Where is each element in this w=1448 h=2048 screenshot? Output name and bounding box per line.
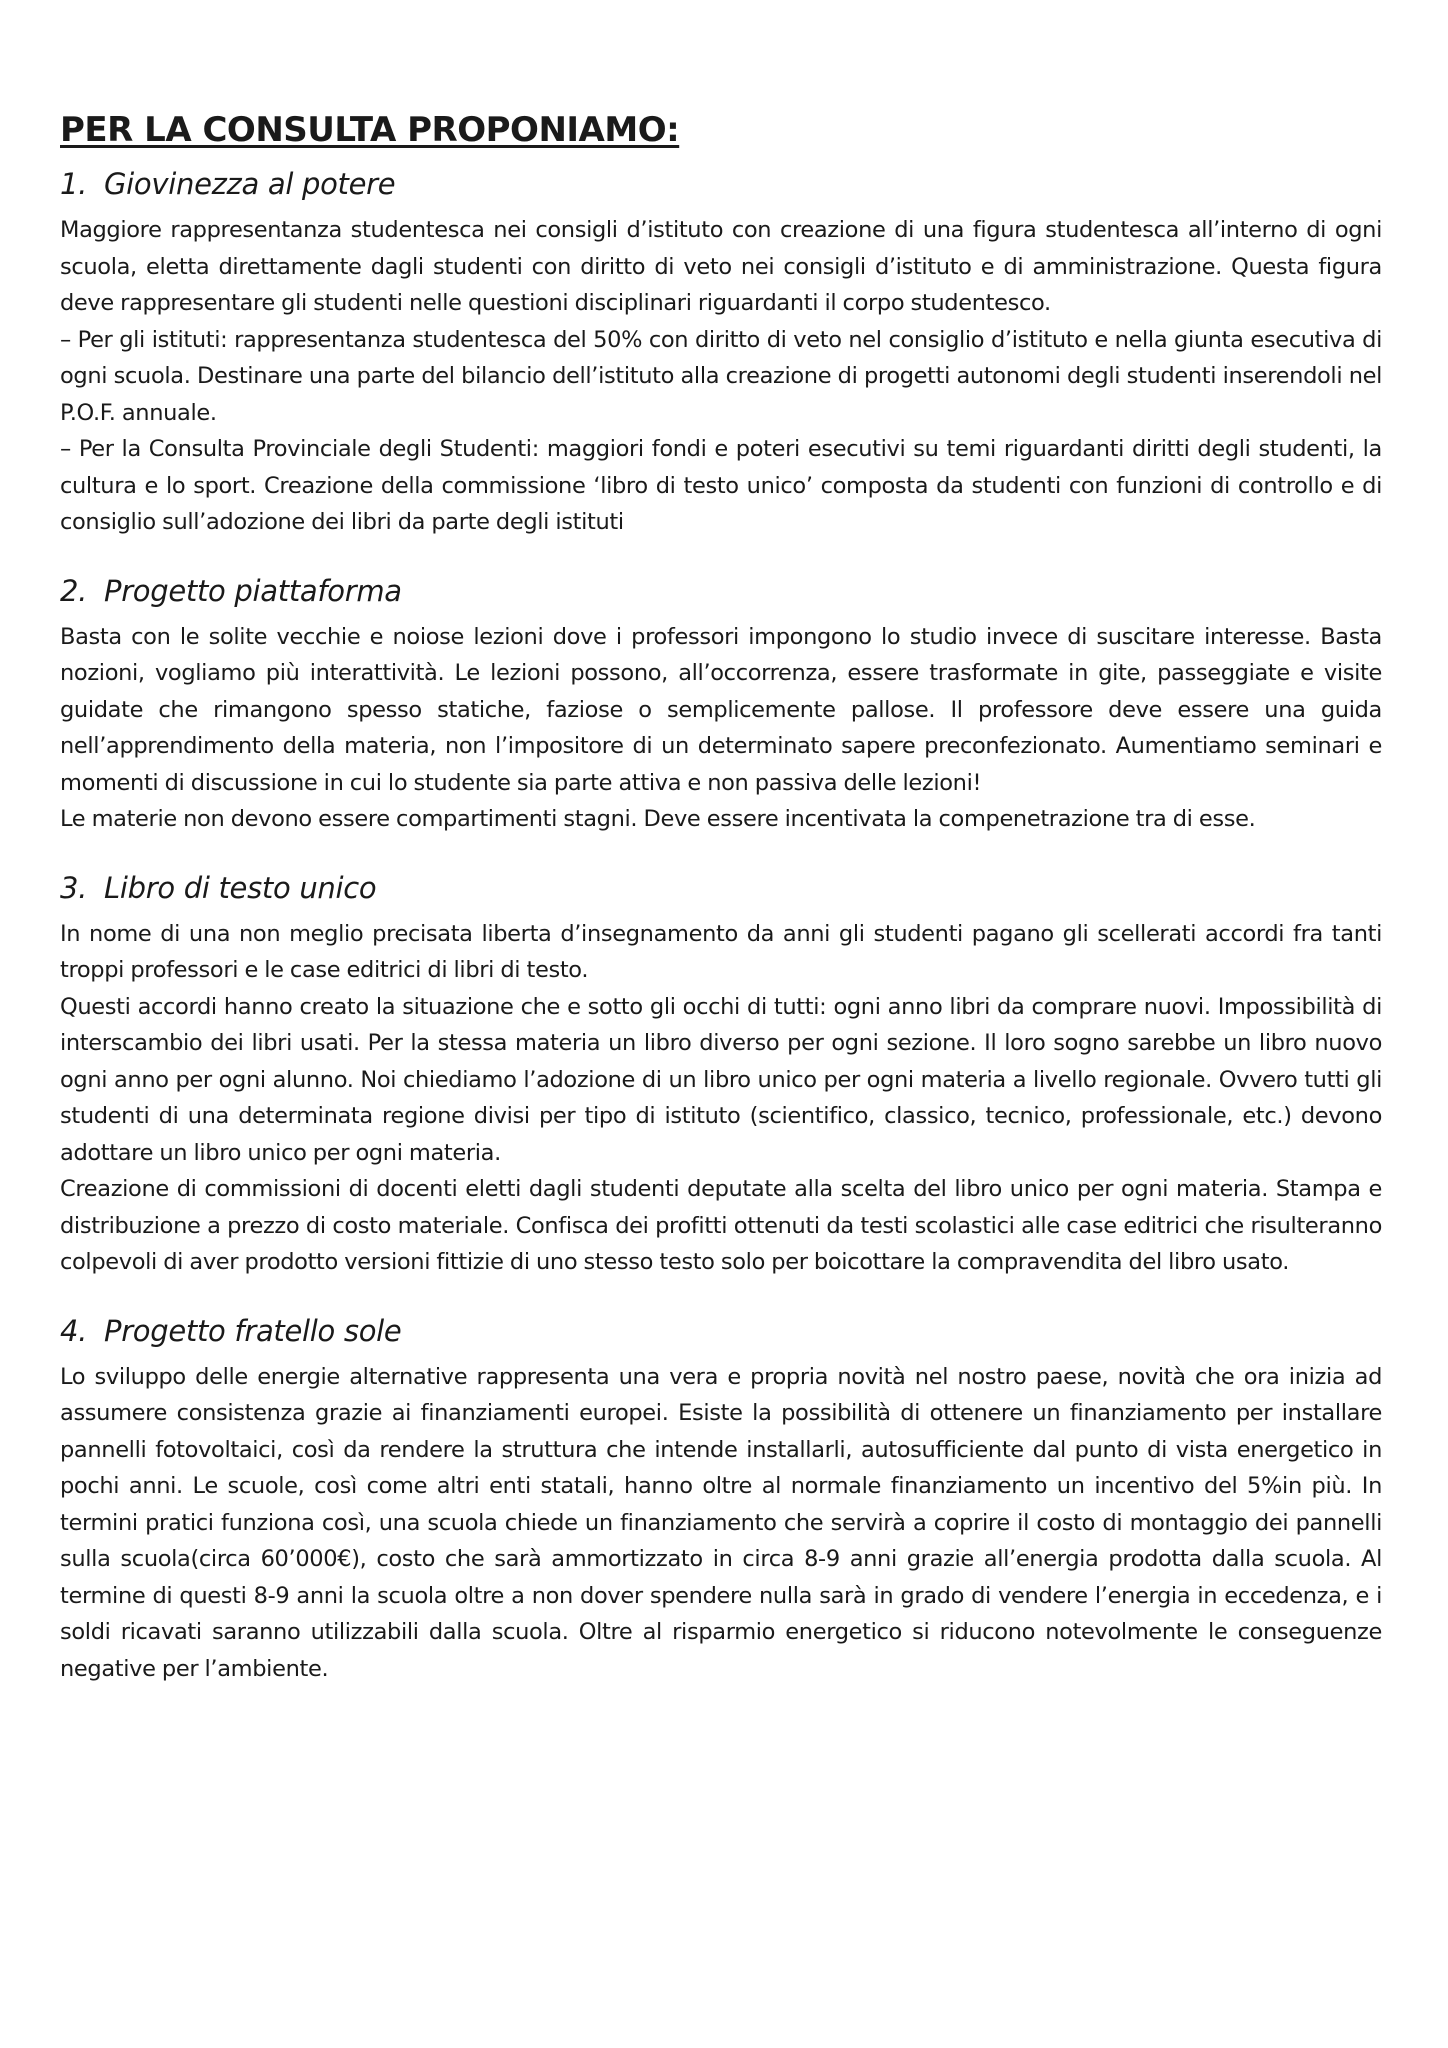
section-libro-di-testo-unico xyxy=(60,868,1382,1281)
section-number: 2. xyxy=(60,573,88,608)
section-progetto-piattaforma xyxy=(60,571,1382,838)
section-title: Libro di testo unico xyxy=(104,870,377,905)
section-number: 4. xyxy=(60,1313,88,1348)
paragraph: Creazione di commissioni di docenti eletti dagli studenti deputate alla scelta del libro unico per ogni materia. Stampa e distribuzione a prezzo di costo materiale. Confisca dei profitti ottenuti da testi scolastici alle case editrici che risulteranno colpevoli di aver prodotto versioni fittizie di uno stesso testo solo per boicottare la compravendita del libro usato. xyxy=(60,1176,1382,1275)
paragraph: Lo sviluppo delle energie alternative rappresenta una vera e propria novità nel nostro paese, novità che ora inizia ad assumere consistenza grazie ai finanziamenti europei. Esiste la possibilità di ottenere un finanziamento per installare pannelli fotovoltaici, così da rendere la struttura che intende installarli, autosufficiente dal punto di vista energetico in pochi anni. Le scuole, così come altri enti statali, hanno oltre al normale finanziamento un incentivo del 5%in più. In termini pratici funziona così, una scuola chiede un finanziamento che servirà a coprire il costo di montaggio dei pannelli sulla scuola(circa 60’000€), costo che sarà ammortizzato in circa 8-9 anni grazie all’energia prodotta dalla scuola. Al termine di questi 8-9 anni la scuola oltre a non dover spendere nulla sarà in grado di vendere l’energia in eccedenza, e i soldi ricavati saranno utilizzabili dalla scuola. Oltre al risparmio energetico si riducono notevolmente le conseguenze negative per l’ambiente. xyxy=(60,1363,1382,1682)
section-title: Giovinezza al potere xyxy=(104,167,396,201)
section-number: 1. xyxy=(60,167,88,201)
section-progetto-fratello-sole xyxy=(60,1311,1382,1688)
section-heading xyxy=(60,1311,1382,1351)
paragraph: Maggiore rappresentanza studentesca nei consigli d’istituto con creazione di una figura studentesca all’interno di ogni scuola, eletta direttamente dagli studenti con diritto di veto nei consigli d’istituto e di amministrazione. Questa figura deve rappresentare gli studenti nelle questioni disciplinari riguardanti il corpo studentesco. xyxy=(60,217,1382,316)
paragraph: – Per la Consulta Provinciale degli Studenti: maggiori fondi e poteri esecutivi su temi riguardanti diritti degli studenti, la cultura e lo sport. Creazione della commissione ‘libro di testo unico’ composta da studenti con funzioni di controllo e di consiglio sull’adozione dei libri da parte degli istituti xyxy=(60,436,1382,535)
document-title: PER LA CONSULTA PROPONIAMO: xyxy=(60,110,680,150)
section-title: Progetto piattaforma xyxy=(104,573,402,608)
paragraph: Le materie non devono essere compartimenti stagni. Deve essere incentivata la compenetrazione tra di esse. xyxy=(60,806,1256,832)
section-heading xyxy=(60,868,1382,908)
section-title: Progetto fratello sole xyxy=(104,1313,402,1348)
section-giovinezza-al-potere xyxy=(60,164,1382,541)
paragraph: – Per gli istituti: rappresentanza studentesca del 50% con diritto di veto nel consiglio d’istituto e nella giunta esecutiva di ogni scuola. Destinare una parte del bilancio dell’istituto alla creazione di progetti autonomi degli studenti inserendoli nel P.O.F. annuale. xyxy=(60,326,1382,426)
paragraph: Basta con le solite vecchie e noiose lezioni dove i professori impongono lo studio invece di suscitare interesse. Basta nozioni, vogliamo più interattività. Le lezioni possono, all’occorrenza, essere trasformate in gite, passeggiate e visite guidate che rimangono spesso statiche, faziose o semplicemente pallose. Il professore deve essere una guida nell’apprendimento della materia, non l’impositore di un determinato sapere preconfezionato. Aumentiamo seminari e momenti di discussione in cui lo studente sia parte attiva e non passiva delle lezioni! xyxy=(60,623,1382,796)
document-page xyxy=(60,108,1382,1687)
section-number: 3. xyxy=(60,870,88,905)
paragraph: In nome di una non meglio precisata liberta d’insegnamento da anni gli studenti pagano gli scellerati accordi fra tanti troppi professori e le case editrici di libri di testo. xyxy=(60,920,1382,983)
section-heading xyxy=(60,571,1382,611)
section-heading xyxy=(60,164,1382,204)
paragraph: Questi accordi hanno creato la situazione che e sotto gli occhi di tutti: ogni anno libri da comprare nuovi. Impossibilità di interscambio dei libri usati. Per la stessa materia un libro diverso per ogni sezione. Il loro sogno sarebbe un libro nuovo ogni anno per ogni alunno. Noi chiediamo l’adozione di un libro unico per ogni materia a livello regionale. Ovvero tutti gli studenti di una determinata regione divisi per tipo di istituto (scientifico, classico, tecnico, professionale, etc.) devono adottare un libro unico per ogni materia. xyxy=(60,993,1382,1166)
